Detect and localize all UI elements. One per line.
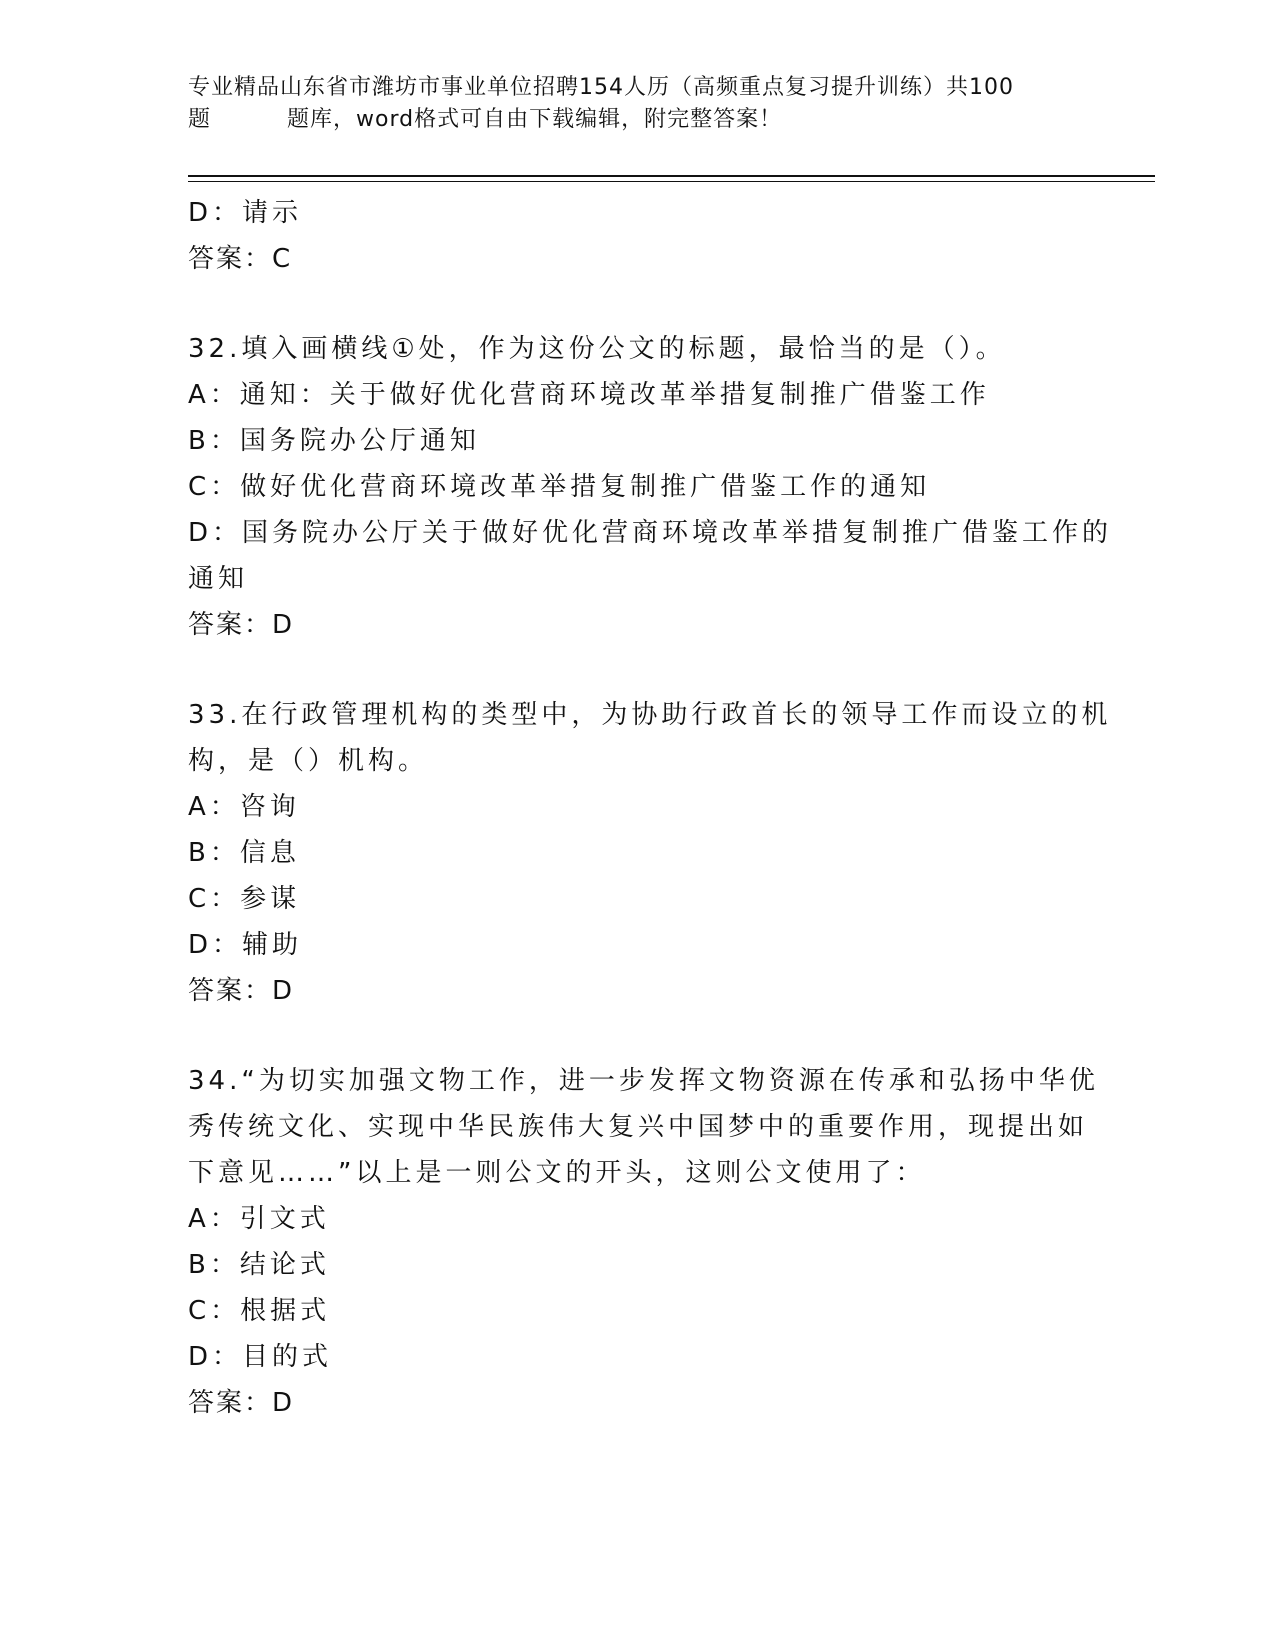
answer-line: 答案：D: [188, 1388, 295, 1418]
header-title-line-2-rest: 题库，word格式可自由下载编辑，附完整答案！: [287, 107, 783, 132]
option-line: B：结论式: [188, 1250, 330, 1280]
header-title-line-2-start: 题: [188, 107, 212, 132]
option-line: A：通知：关于做好优化营商环境改革举措复制推广借鉴工作: [188, 380, 990, 410]
answer-line: 答案：C: [188, 244, 293, 274]
question-stem: 32.填入画横线①处，作为这份公文的标题，最恰当的是（）。: [188, 334, 1006, 364]
document-body: [188, 190, 1113, 1426]
option-line-continued: 通知: [188, 564, 249, 594]
question-block: [188, 326, 1113, 648]
option-line: D：目的式: [188, 1342, 333, 1372]
option-line: C：根据式: [188, 1296, 331, 1326]
header-divider-thin: [188, 181, 1155, 182]
question-stem: 33.在行政管理机构的类型中，为协助行政首长的领导工作而设立的机: [188, 700, 1112, 730]
page-header: [188, 72, 1088, 136]
header-title-line-2: [188, 104, 1088, 136]
option-line: D：请示: [188, 198, 303, 228]
option-line: B：信息: [188, 838, 300, 868]
option-line: C：参谋: [188, 884, 301, 914]
header-title-line-1: 专业精品山东省市潍坊市事业单位招聘154人历（高频重点复习提升训练）共100: [188, 75, 1014, 100]
question-block: [188, 1058, 1099, 1426]
header-divider-thick: [188, 175, 1155, 177]
question-block: [188, 692, 1112, 1014]
answer-line: 答案：D: [188, 976, 295, 1006]
question-block: [188, 190, 1088, 282]
option-line: D：辅助: [188, 930, 303, 960]
option-line: D：国务院办公厅关于做好优化营商环境改革举措复制推广借鉴工作的: [188, 518, 1113, 548]
option-line: C：做好优化营商环境改革举措复制推广借鉴工作的通知: [188, 472, 931, 502]
option-line: A：引文式: [188, 1204, 330, 1234]
question-stem: 34.“为切实加强文物工作，进一步发挥文物资源在传承和弘扬中华优: [188, 1066, 1099, 1096]
option-line: A：咨询: [188, 792, 300, 822]
question-stem-continued: 构，是（）机构。: [188, 746, 429, 776]
question-stem-continued: 下意见……”以上是一则公文的开头，这则公文使用了：: [188, 1158, 926, 1188]
answer-line: 答案：D: [188, 610, 295, 640]
option-line: B：国务院办公厅通知: [188, 426, 480, 456]
question-stem-continued: 秀传统文化、实现中华民族伟大复兴中国梦中的重要作用，现提出如: [188, 1112, 1089, 1142]
